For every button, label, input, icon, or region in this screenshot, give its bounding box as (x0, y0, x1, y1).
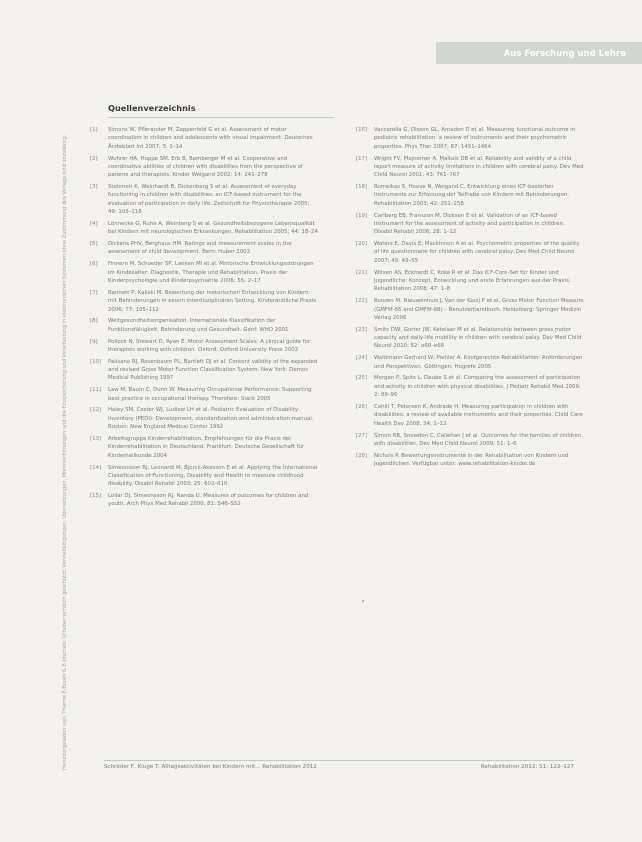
reference-number: [26] (356, 403, 368, 410)
section-header-tab (436, 42, 642, 64)
references-column-right (356, 126, 584, 472)
reference-number: [17] (356, 155, 368, 162)
reference-number: [13] (90, 436, 102, 442)
reference-text: Pollock N, Stewart D, Ryan E. Motor Assessment Scales: A clinical guide for therapists working with children. Oxford: Oxford University Press 2002 (108, 338, 311, 353)
reference-text: Bennett P, Kaliski M. Bewertung der motorischen Entwicklung von Kindern mit Behinderungen in einem interdisziplinären Setting. Kinderärztliche Praxis 2006; 77: 105–112 (108, 289, 317, 313)
reference-text: Haley SM, Coster WJ, Ludlow LH et al. Pediatric Evaluation of Disability Inventory (PEDI): Development, standardization and administration manual. Boston: New England Medical Center 1992 (108, 407, 314, 431)
reference-text: Wuhrer HA, Hoppe SM. Erb B, Bamberger M et al. Cooperative and coordinative abilities of children with disabilities from the perspective of parents and therapists. Kinder Weigand 2002; 14: 241–278 (108, 155, 303, 179)
reference-text: Simeonsson RJ, Leonardi M, Bjorck-Akesson E et al. Applying the International Classification of Functioning, Disability and Health to measure childhood disability. Disabil Rehabil 2003; 25: 602–610 (108, 464, 318, 488)
footer-citation: Schröder F, Kluge T. Alltagsaktivitäten bei Kindern mit... Rehabilitation 2012 (104, 764, 317, 770)
reference-number: [8] (90, 318, 98, 325)
reference-item (356, 126, 584, 151)
reference-number: [24] (356, 355, 368, 362)
footer-divider (104, 760, 574, 761)
reference-text: Vaccarella G, Olsson GL, Amadon D et al. Measuring functional outcome in pediatric rehabilitation: a review of instruments and their psychometric properties. Phys Ther 2007; 87: 1451–1464 (374, 127, 576, 150)
reference-item (356, 432, 584, 449)
reference-text: Simon RB, Snowdon C, Callehan J et al. Outcomes for the families of children with disabilities. Dev Med Child Neurol 2009; 51: 1–6 (374, 432, 582, 447)
section-header-label: Aus Forschung und Lehre (503, 48, 626, 58)
reference-item (90, 289, 318, 314)
reference-item (356, 374, 584, 399)
reference-item (356, 452, 584, 469)
reference-item (356, 269, 584, 294)
reference-item (90, 464, 318, 489)
reference-item (356, 240, 584, 265)
reference-number: [3] (90, 184, 98, 191)
reference-number: [12] (90, 407, 102, 414)
reference-item (90, 492, 318, 509)
reference-number: [27] (356, 432, 368, 439)
reference-text: Law M, Baum C, Dunn W. Measuring Occupational Performance: Supporting best practice in occupational therapy. Thorofare: Slack 2005 (108, 387, 312, 402)
reference-number: [2] (90, 155, 98, 162)
reference-text: Dickens PHV, Berghaus HM. Ratings and measurement scales in the assessment of child development. Bern: Huber 2003 (108, 241, 292, 256)
reference-item (90, 240, 318, 257)
reference-number: [1] (90, 127, 98, 133)
reference-item (90, 317, 318, 334)
reference-text: Carlberg EB, Fransson M, Dicksen E et al. Validation of an ICF-based instrument for the assessment of activity and participation in children. Disabil Rehabil 2006; 28: 1–12 (374, 212, 565, 236)
copyright-side-note: Heruntergeladen von: Thieme E-Books & E-Journals. Urheberrechtlich geschützt. Vervielfältigungen, Übersetzungen, Mikroverfilmungen und die Einspeicherung und Verarbeitung in elektronischen Systemen ohne Zustimmung des Verlags sind unzulässig. (62, 134, 68, 770)
reference-item (356, 183, 584, 208)
reference-text: Romeikas S, Hoeve N, Weigand C. Entwicklung eines ICF-basierten Instruments zur Erfassung der Teilhabe von Kindern mit Behinderungen. Rehabilitation 2003; 42: 251–258 (374, 184, 569, 207)
reference-number: [15] (90, 493, 102, 500)
reference-number: [11] (90, 387, 102, 394)
reference-item (90, 435, 318, 460)
reference-number: [9] (90, 338, 98, 345)
reference-item (90, 155, 318, 180)
reference-text: Cahill T, Petersen K, Andrade H. Measuring participation in children with disabilities: a review of available instruments and their properties. Child Care Health Dev 2008; 34: 1–12 (374, 403, 583, 427)
reference-text: Waters E, Davis E, Mackinnon A et al. Psychometric properties of the quality of life questionnaire for children with cerebral palsy. Dev Med Child Neurol 2007; 49: 49–55 (374, 241, 580, 264)
reference-text: Nichols P. Bewertungsinstrumente in der Rehabilitation von Kindern und Jugendlichen. Verfügbar unter: www.rehabilitation-kinder.de (374, 452, 569, 468)
reference-text: Arbeitsgruppe Kinderrehabilitation. Empfehlungen für die Praxis der Kinderrehabilitation in Deutschland. Frankfurt: Deutsche Gesellschaft für Kinderheilkunde 2004 (108, 436, 305, 459)
reference-item (90, 338, 318, 355)
reference-item (356, 403, 584, 428)
reference-text: Lollar DJ, Simeonsson RJ, Nanda U. Measures of outcomes for children and youth. Arch Phys Med Rehabil 2000; 81: S46–S52 (108, 493, 309, 508)
reference-item (356, 297, 584, 322)
page-title: Quellenverzeichnis (108, 103, 196, 113)
reference-text: Witsen AS, Eckhardt C, Koke R et al. Das ICF-Core-Set für Kinder und Jugendliche: Konzept, Entwicklung und erste Erfahrungen aus der Praxis. Rehabilitation 2008; 47: 1–8 (374, 269, 571, 293)
reference-item (356, 155, 584, 180)
reference-text: Palisano RJ, Rosenbaum PL, Bartlett DJ et al. Content validity of the expanded and revised Gross Motor Function Classification System. New York: Demos Medical Publishing 1997 (108, 358, 318, 382)
reference-number: [23] (356, 326, 368, 333)
scan-speck (362, 600, 364, 602)
reference-text: Wright FV, Majnemer A, Maltais DB et al. Reliability and validity of a child report measure of activity limitations in children with cerebral palsy. Dev Med Child Neurol 2001; 43: 761–767 (374, 155, 584, 179)
references-column-left (90, 126, 318, 512)
reference-number: [16] (356, 127, 368, 133)
reference-number: [14] (90, 464, 102, 471)
reference-text: Roozen M, Nieuwenhuis J, Van der Kooij P et al. Gross Motor Function Measure (GMFM-66 and GMFM-88) – Benutzerhandbuch. Heidelberg: Springer Medizin Verlag 2006 (374, 298, 584, 321)
reference-item (90, 386, 318, 403)
footer-page-info: Rehabilitation 2012; 51: 122–127 (480, 764, 574, 770)
reference-text: Smits DW, Gorter JW, Ketelaar M et al. Relationship between gross motor capacity and daily-life mobility in children with cerebral palsy. Dev Med Child Neurol 2010; 52: e60–e66 (374, 326, 582, 350)
reference-item (90, 260, 318, 285)
reference-number: [10] (90, 358, 102, 365)
reference-number: [6] (90, 261, 98, 268)
reference-text: Lönnecke G, Ruhe A, Weinberg S et al. Gesundheitsbezogene Lebensqualität bei Kindern mit neurologischen Erkrankungen. Rehabilitation 2005; 44: 18–24 (108, 220, 318, 236)
reference-number: [18] (356, 184, 368, 191)
reference-item (356, 354, 584, 371)
reference-text: Morgan P, Spits L, Daube S et al. Comparing the assessment of participation and activity in children with physical disabilities. J Pediatr Rehabil Med 2009; 2: 89–96 (374, 375, 581, 399)
reference-number: [19] (356, 212, 368, 219)
reference-number: [28] (356, 452, 368, 459)
reference-number: [4] (90, 220, 98, 227)
reference-text: Stohmeir K, Weinhardt B, Dickenberg S et al. Assessment of everyday functioning in children with disabilities: an ICF-based instrument for the evaluation of participation in daily life. Zeitschrift für Physiotherapie 2005; 49: 103–118 (108, 184, 310, 216)
reference-item (90, 220, 318, 237)
reference-number: [7] (90, 289, 98, 296)
reference-item (90, 126, 318, 151)
reference-item (356, 326, 584, 351)
reference-text: Finnern M, Schoeder SP, Lanken MI et al. Motorische Entwicklungsstörungen im Kindesalter: Diagnostik, Therapie und Rehabilitation. Praxis der Kinderpsychologie und Kinderpsychiatrie 2006; 55: 2–17 (108, 261, 314, 284)
reference-number: [22] (356, 298, 368, 305)
title-divider (108, 117, 334, 118)
reference-item (356, 212, 584, 237)
reference-text: Waldmann Gerhard W, Piehler A. Kindgerechte Rehabilitation: Anforderungen und Perspektiven. Göttingen: Hogrefe 2005 (374, 355, 583, 370)
reference-number: [5] (90, 241, 98, 248)
reference-number: [21] (356, 269, 368, 276)
reference-text: Weltgesundheitsorganisation. Internationale Klassifikation der Funktionsfähigkeit, Behinderung und Gesundheit. Genf: WHO 2001 (108, 318, 289, 333)
reference-number: [20] (356, 241, 368, 248)
reference-item (90, 183, 318, 216)
reference-text: Simons W, Pflerander M, Zeppenfeld G et al. Assessment of motor coordination in children and adolescents with visual impairment. Deutsches Ärzteblatt Int 2007; 3: 1–14 (108, 127, 313, 150)
reference-number: [25] (356, 375, 368, 382)
reference-item (90, 406, 318, 431)
reference-item (90, 358, 318, 383)
